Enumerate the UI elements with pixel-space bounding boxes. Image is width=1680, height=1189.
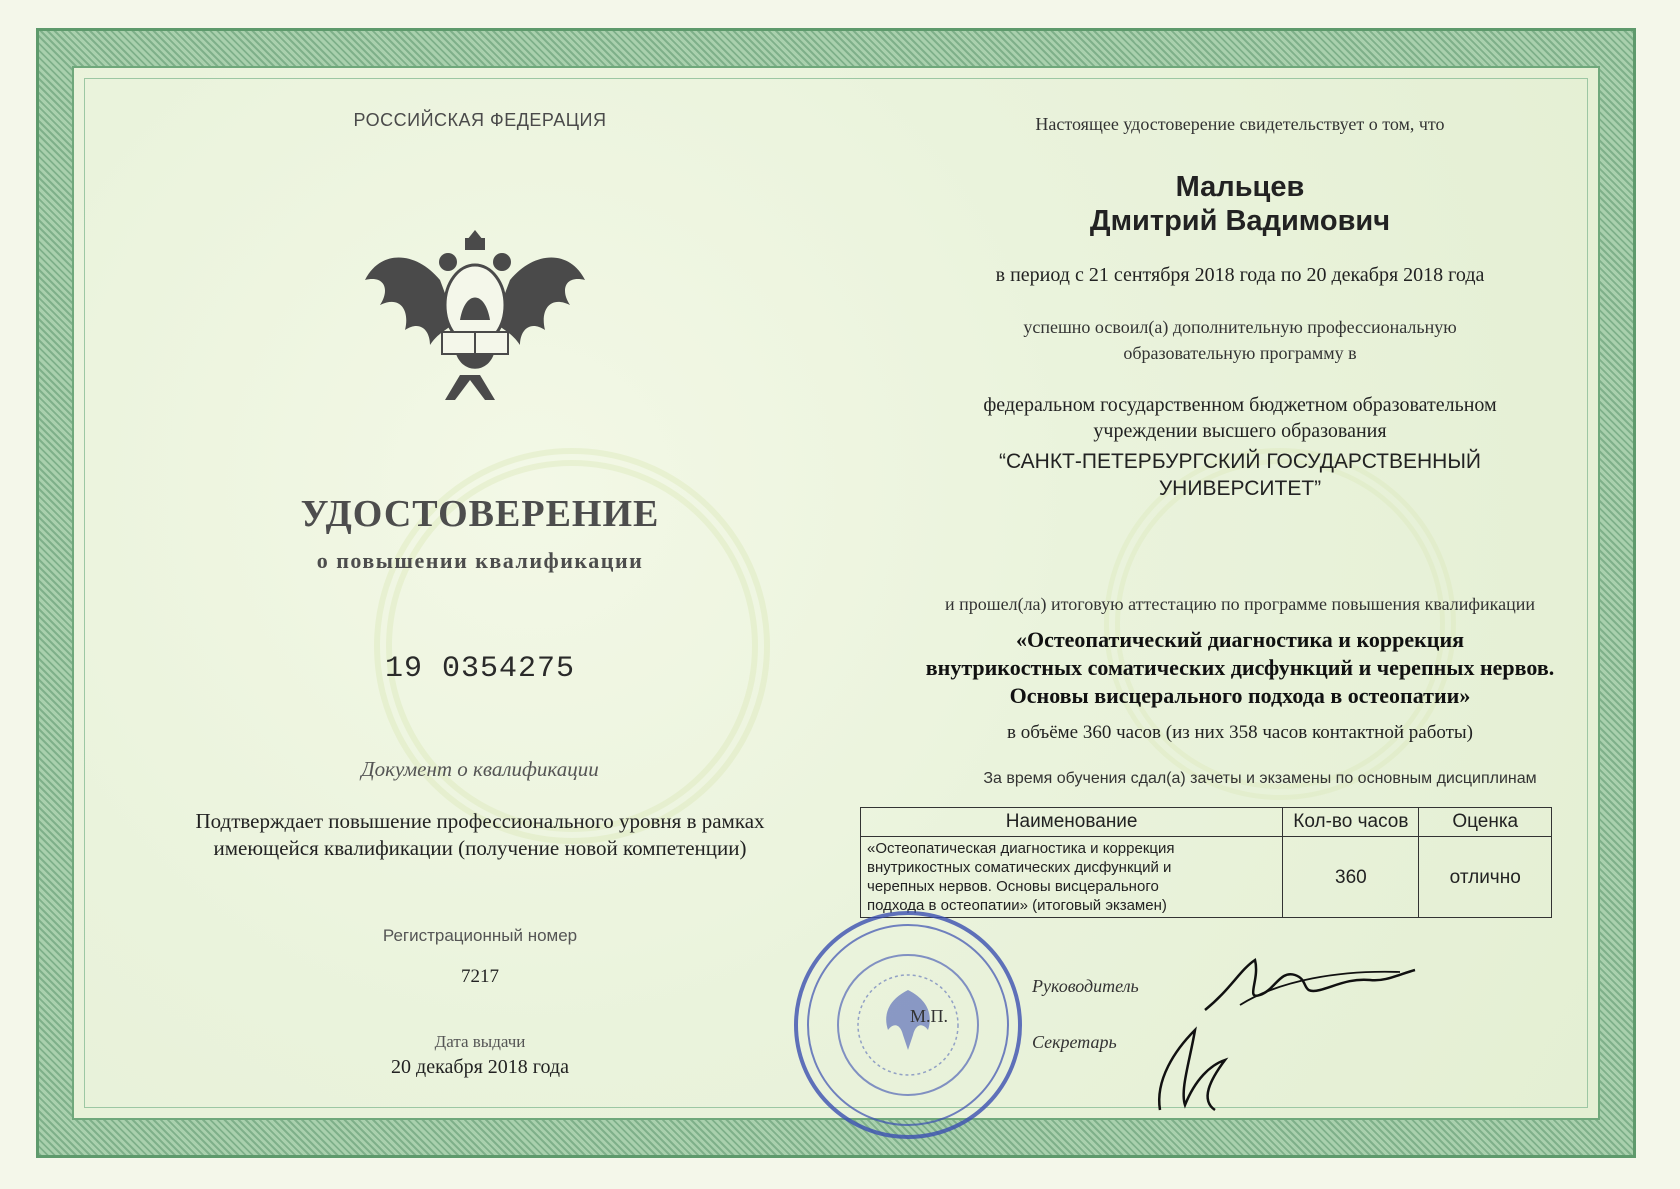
seal-place-label: М.П.	[910, 1006, 949, 1026]
serial-number: 19 0354275	[384, 652, 576, 686]
discipline-name-line: подхода в остеопатии» (итоговый экзамен)	[867, 897, 1167, 914]
mastered-text	[900, 314, 1580, 366]
document-title: УДОСТОВЕРЕНИЕ	[300, 493, 660, 535]
institution-type-line: федеральном государственном бюджетном образовательном	[983, 394, 1497, 416]
holder-name	[900, 170, 1580, 238]
attestation-text: и прошел(ла) итоговую аттестацию по программе повышения квалификации	[944, 594, 1535, 614]
confirmation-text	[120, 808, 840, 862]
holder-given-names: Дмитрий Вадимович	[1089, 205, 1391, 237]
discipline-name-line: «Остеопатическая диагностика и коррекция	[867, 840, 1175, 857]
program-title-line: внутрикостных соматических дисфункций и черепных нервов.	[925, 655, 1555, 680]
column-header-hours: Кол-во часов	[1283, 808, 1419, 837]
institution-type	[880, 392, 1600, 444]
institution-name	[880, 448, 1600, 502]
discipline-name-line: черепных нервов. Основы висцерального	[867, 878, 1159, 895]
holder-surname: Мальцев	[1175, 171, 1305, 203]
program-volume: в объёме 360 часов (из них 358 часов контактной работы)	[1006, 722, 1474, 743]
certification-intro: Настоящее удостоверение свидетельствует о том, что	[1035, 114, 1445, 134]
program-title-line: Основы висцерального подхода в остеопатии»	[1009, 683, 1471, 708]
mastered-line: успешно освоил(а) дополнительную профессиональную	[1023, 317, 1457, 337]
study-period: в период с 21 сентября 2018 года по 20 декабря 2018 года	[995, 264, 1485, 286]
discipline-hours: 360	[1283, 837, 1419, 918]
document-type: Документ о квалификации	[361, 757, 599, 781]
column-header-name: Наименование	[861, 808, 1283, 837]
registration-number: 7217	[461, 966, 499, 987]
official-seal-icon	[788, 905, 1028, 1145]
issue-date-label: Дата выдачи	[434, 1032, 526, 1051]
secretary-signature-icon	[1140, 1010, 1240, 1120]
program-title-line: «Остеопатический диагностика и коррекция	[1015, 627, 1465, 652]
discipline-name-line: внутрикостных соматических дисфункций и	[867, 859, 1172, 876]
disciplines-table	[860, 807, 1552, 918]
exams-heading: За время обучения сдал(а) зачеты и экзамены по основным дисциплинам	[983, 770, 1537, 787]
confirmation-line: Подтверждает повышение профессионального уровня в рамках	[195, 809, 765, 833]
discipline-grade: отлично	[1419, 837, 1552, 918]
confirmation-line: имеющейся квалификации (получение новой компетенции)	[213, 836, 747, 860]
document-subtitle: о повышении квалификации	[316, 548, 644, 573]
institution-name-line: УНИВЕРСИТЕТ”	[1158, 477, 1322, 500]
institution-name-line: “САНКТ-ПЕТЕРБУРГСКИЙ ГОСУДАРСТВЕННЫЙ	[998, 450, 1482, 473]
country-heading: РОССИЙСКАЯ ФЕДЕРАЦИЯ	[353, 110, 607, 130]
institution-type-line: учреждении высшего образования	[1093, 420, 1387, 442]
table-header-row	[861, 808, 1552, 837]
head-signature-label: Руководитель	[1032, 976, 1139, 996]
issue-date: 20 декабря 2018 года	[391, 1056, 569, 1078]
column-header-grade: Оценка	[1419, 808, 1552, 837]
registration-label: Регистрационный номер	[382, 926, 578, 945]
double-headed-eagle-icon	[360, 210, 590, 410]
mastered-line: образовательную программу в	[1123, 343, 1357, 363]
program-title	[820, 626, 1660, 710]
secretary-signature-label: Секретарь	[1032, 1032, 1117, 1052]
